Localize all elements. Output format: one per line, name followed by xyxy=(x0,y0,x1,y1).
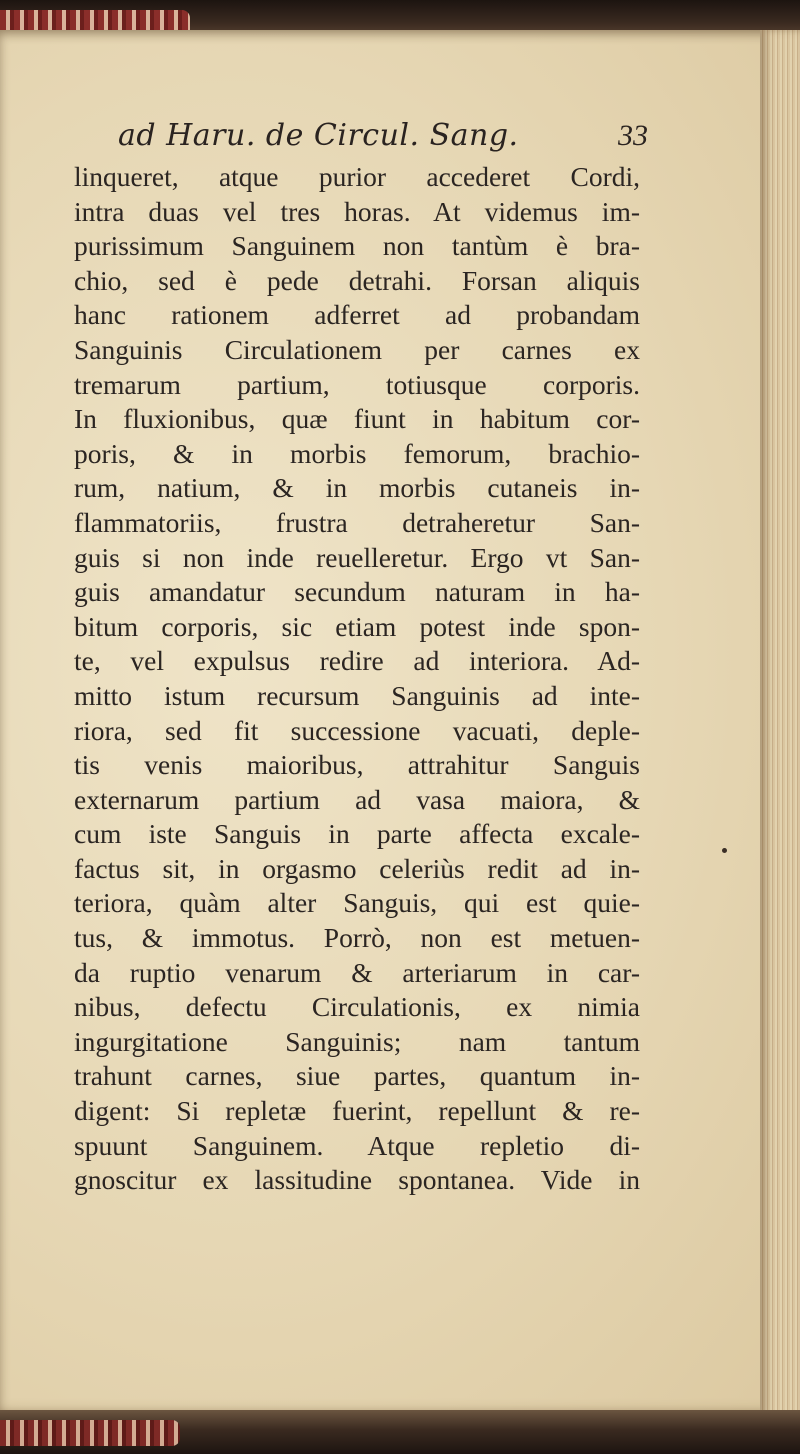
page-edges xyxy=(760,30,800,1420)
text-line: rum, natium, & in morbis cutaneis in- xyxy=(74,472,640,504)
text-line: spuunt Sanguinem. Atque repletio di- xyxy=(74,1129,640,1161)
text-line: hanc rationem adferret ad probandam xyxy=(74,299,640,331)
text-line: bitum corporis, sic etiam potest inde spon- xyxy=(74,610,640,642)
text-line: In fluxionibus, quæ fiunt in habitum cor- xyxy=(74,403,640,435)
page-number: 33 xyxy=(618,119,648,152)
text-line: purissimum Sanguinem non tantùm è bra- xyxy=(74,230,640,262)
text-line: poris, & in morbis femorum, brachio- xyxy=(74,437,640,469)
ink-speck xyxy=(722,848,727,853)
text-line: linqueret, atque purior accederet Cordi, xyxy=(74,161,640,192)
text-line: tus, & immotus. Porrò, non est metuen- xyxy=(74,922,640,954)
text-line: cum iste Sanguis in parte affecta excale- xyxy=(74,818,640,850)
text-line: ingurgitatione Sanguinis; nam tantum xyxy=(74,1025,640,1057)
text-line: factus sit, in orgasmo celeriùs redit ad in- xyxy=(74,852,640,884)
text-line: trahunt carnes, siue partes, quantum in- xyxy=(74,1060,640,1092)
text-line: tremarum partium, totiusque corporis. xyxy=(74,368,640,400)
text-line: nibus, defectu Circulationis, ex nimia xyxy=(74,991,640,1023)
text-line: chio, sed è pede detrahi. Forsan aliquis xyxy=(74,264,640,296)
text-line: Sanguinis Circulationem per carnes ex xyxy=(74,333,640,365)
text-line: tis venis maioribus, attrahitur Sanguis xyxy=(74,749,640,781)
text-line: guis si non inde reuelleretur. Ergo vt San- xyxy=(74,541,640,573)
text-line: gnoscitur ex lassitudine spontanea. Vide in xyxy=(74,1164,640,1196)
text-line: digent: Si repletæ fuerint, repellunt & re- xyxy=(74,1095,640,1127)
text-line: da ruptio venarum & arteriarum in car- xyxy=(74,956,640,988)
text-line: externarum partium ad vasa maiora, & xyxy=(74,783,640,815)
body-text xyxy=(74,160,640,1198)
text-line: intra duas vel tres horas. At videmus im- xyxy=(74,195,640,227)
running-head xyxy=(108,118,648,158)
text-line: guis amandatur secundum naturam in ha- xyxy=(74,576,640,608)
running-title: ad Haru. de Circul. Sang. xyxy=(118,118,519,153)
text-line: flammatoriis, frustra detraheretur San- xyxy=(74,506,640,538)
text-line: riora, sed fit successione vacuati, deple- xyxy=(74,714,640,746)
text-line: mitto istum recursum Sanguinis ad inte- xyxy=(74,679,640,711)
headband-bottom xyxy=(0,1420,180,1446)
text-line: te, vel expulsus redire ad interiora. Ad- xyxy=(74,645,640,677)
text-line: teriora, quàm alter Sanguis, qui est quie- xyxy=(74,887,640,919)
